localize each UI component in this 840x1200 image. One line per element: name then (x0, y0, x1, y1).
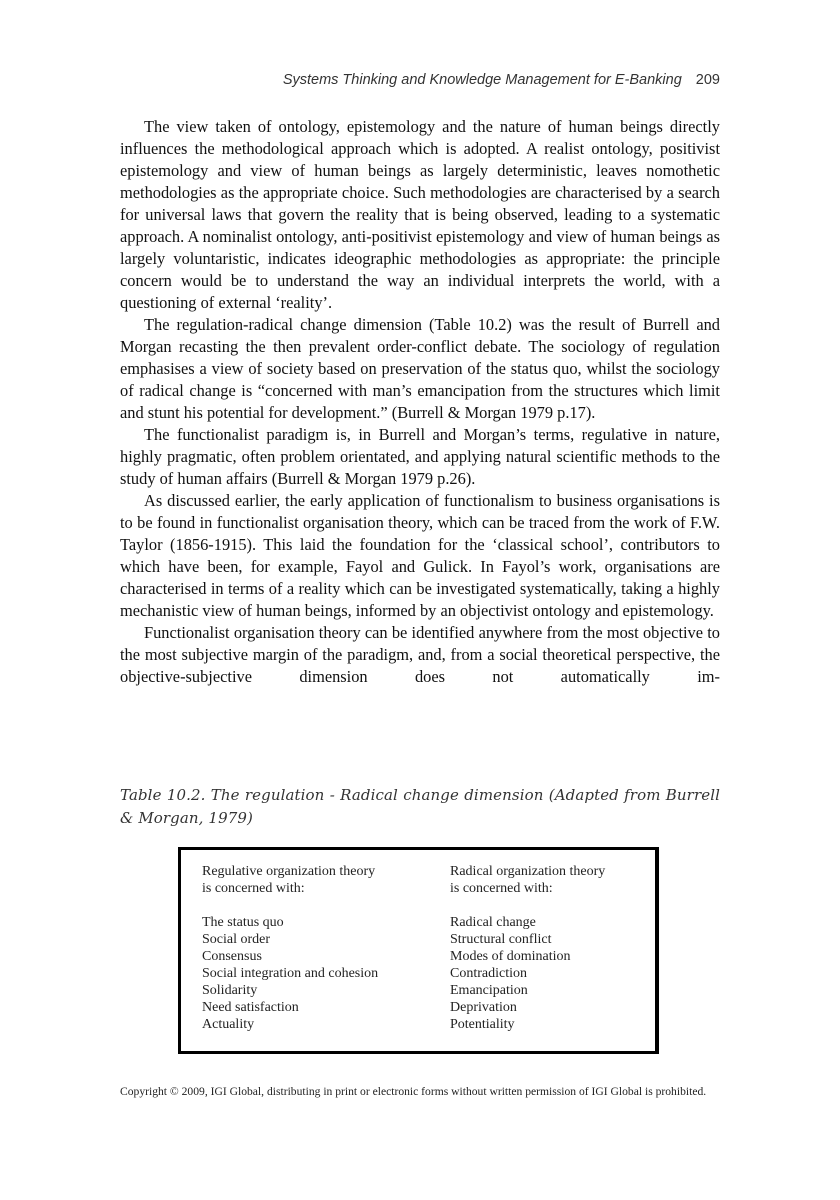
body-text (120, 116, 720, 688)
table-item: Radical change (450, 915, 536, 930)
table-item: Potentiality (450, 1017, 515, 1032)
table-item: Actuality (202, 1017, 255, 1032)
table-item: Contradiction (450, 966, 527, 981)
column-heading-line: is concerned with: (450, 881, 553, 896)
page-number: 209 (695, 72, 720, 88)
table-item: Consensus (202, 949, 262, 964)
paragraph: Functionalist organisation theory can be identified anywhere from the most objective to the most subjective margin of the paradigm, and, from a social theoretical perspective, the objective-subjective dimension does not automatically im- (120, 623, 720, 686)
copyright-notice: Copyright © 2009, IGI Global, distributing in print or electronic forms without written permission of IGI Global is prohibited. (120, 1085, 707, 1098)
table-item: Emancipation (450, 983, 528, 998)
column-heading (450, 863, 605, 897)
table-right-column (450, 863, 605, 1033)
table-caption: Table 10.2. The regulation - Radical change dimension (Adapted from Burrell & Morgan, 1979) (120, 786, 720, 827)
paragraph: As discussed earlier, the early application of functionalism to business organisations is to be found in functionalist organisation theory, which can be traced from the work of F.W. Taylor (1856-1915). This laid the foundation for the ‘classical school’, contributors to which have been, for example, Fayol and Gulick. In Fayol’s work, organisations are characterised in terms of a reality which can be investigated systematically, taking a highly mechanistic view of human beings, informed by an objectivist ontology and epistemology. (120, 491, 720, 620)
table-figure (178, 847, 659, 1054)
table-item: Solidarity (202, 983, 258, 998)
running-head-title: Systems Thinking and Knowledge Management for E-Banking (282, 72, 682, 88)
running-head (120, 72, 720, 88)
paragraph: The view taken of ontology, epistemology and the nature of human beings directly influences the methodological approach which is adopted. A realist ontology, positivist epistemology and view of human beings as largely deterministic, leaves nomothetic methodologies as the appropriate choice. Such methodologies are characterised by a search for universal laws that govern the reality that is being observed, leading to a systematic approach. A nominalist ontology, anti-positivist epistemology and view of human beings as largely voluntaristic, indicates ideographic methodologies as appropriate: the principle concern would be to understand the way an individual interprets the world, with a questioning of external ‘reality’. (120, 117, 720, 312)
paragraph: The regulation-radical change dimension (Table 10.2) was the result of Burrell and Morgan recasting the then prevalent order-conflict debate. The sociology of regulation emphasises a view of society based on preservation of the status quo, whilst the sociology of radical change is “concerned with man’s emancipation from the structures which limit and stunt his potential for development.” (Burrell & Morgan 1979 p.17). (120, 315, 720, 422)
table-item: Deprivation (450, 1000, 517, 1015)
table-item: The status quo (202, 915, 284, 930)
table-item: Social order (202, 932, 271, 947)
table-item: Social integration and cohesion (202, 966, 379, 981)
table-item: Modes of domination (450, 949, 571, 964)
column-heading (202, 863, 378, 897)
column-heading-line: Radical organization theory (450, 864, 606, 879)
column-heading-line: is concerned with: (202, 881, 305, 896)
table-item: Structural conflict (450, 932, 552, 947)
paragraph: The functionalist paradigm is, in Burrell and Morgan’s terms, regulative in nature, highly pragmatic, often problem orientated, and applying natural scientific methods to the study of human affairs (Burrell & Morgan 1979 p.26). (120, 425, 720, 488)
column-heading-line: Regulative organization theory (202, 864, 376, 879)
table-left-column (202, 863, 378, 1033)
table-item: Need satisfaction (202, 1000, 299, 1015)
